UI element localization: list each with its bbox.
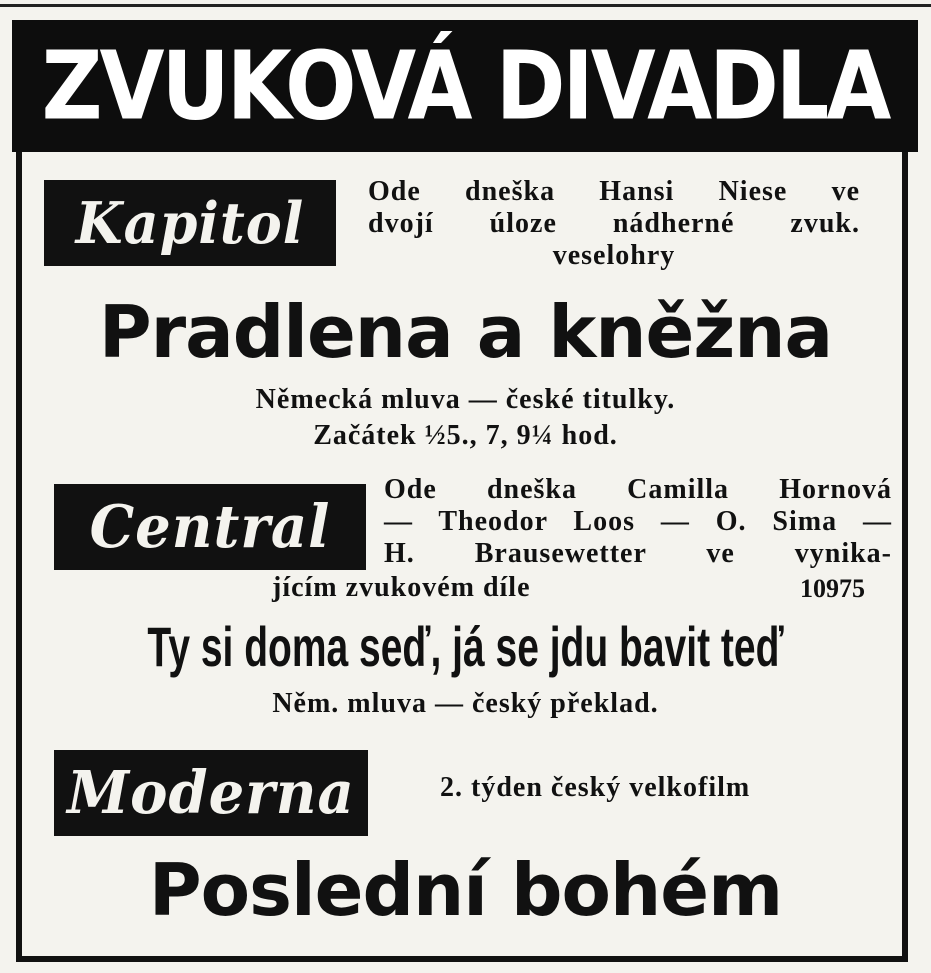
- central-blurb-line: Ode dneška Camilla Hornová: [384, 474, 892, 505]
- central-film-title: Ty si doma seď, já se jdu bavit teď: [147, 615, 784, 679]
- kapitol-language: Německá mluva — české titulky.: [255, 384, 676, 415]
- kapitol-blurb-line: veselohry: [552, 240, 676, 271]
- moderna-blurb: 2. týden český velkofilm: [440, 772, 751, 803]
- central-blurb: [384, 474, 892, 570]
- central-language: Něm. mluva — český překlad.: [272, 688, 659, 719]
- kapitol-blurb: [368, 176, 860, 272]
- kapitol-logo: Kapitol: [44, 180, 336, 266]
- moderna-logo: Moderna: [54, 750, 368, 836]
- ad-number: 10975: [800, 574, 865, 603]
- central-blurb-last: jícím zvukovém díle: [272, 572, 531, 603]
- central-blurb-line: — Theodor Loos — O. Sima —: [384, 506, 892, 537]
- kapitol-blurb-line: Ode dneška Hansi Niese ve: [368, 176, 860, 207]
- kapitol-blurb-line: dvojí úloze nádherné zvuk.: [368, 208, 860, 239]
- central-blurb-line: H. Brausewetter ve vynika-: [384, 538, 892, 569]
- header-banner: [12, 20, 918, 152]
- top-rule: [0, 4, 931, 7]
- kapitol-film-title: Pradlena a kněžna: [98, 290, 833, 374]
- kapitol-times: Začátek ½5., 7, 9¼ hod.: [313, 420, 618, 451]
- header-title: ZVUKOVÁ DIVADLA: [41, 31, 889, 141]
- central-logo: Central: [54, 484, 366, 570]
- moderna-film-title: Poslední bohém: [148, 848, 783, 932]
